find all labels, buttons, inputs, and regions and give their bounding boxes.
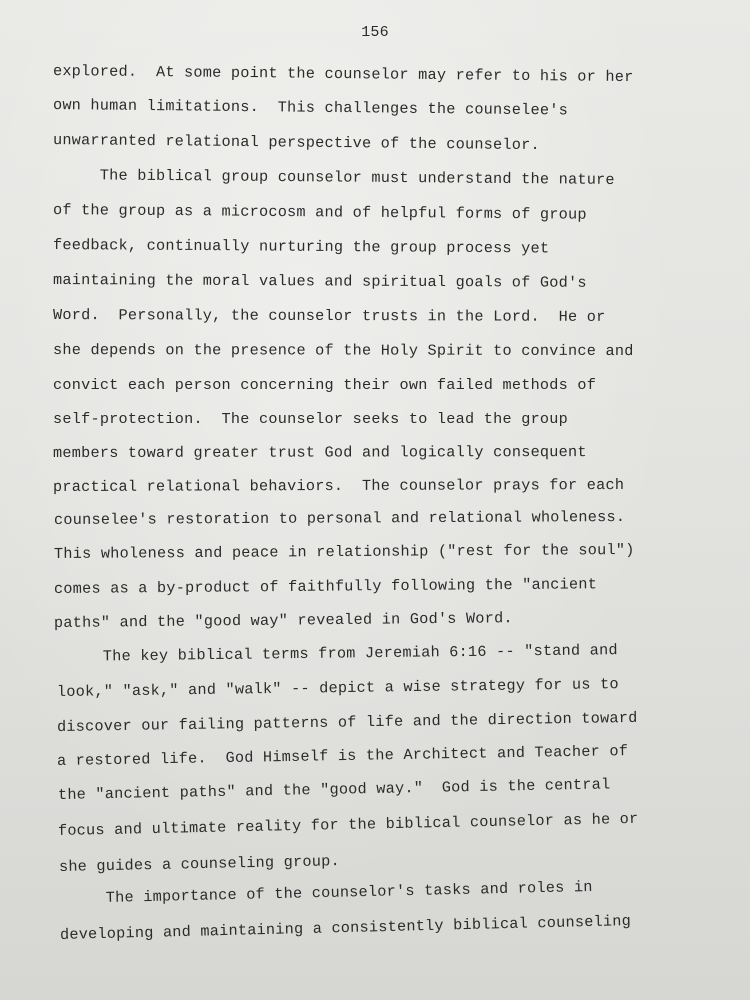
text-line: unwarranted relational perspective of the counselor. (52, 131, 541, 155)
text-line: convict each person concerning their own failed methods of (53, 376, 597, 394)
text-line: practical relational behaviors. The counselor prays for each (52, 476, 625, 496)
text-line: self-protection. The counselor seeks to lead the group (53, 410, 569, 428)
text-line: The key biblical terms from Jeremiah 6:16 -- "stand and (55, 641, 618, 666)
text-line: of the group as a microcosm and of helpful forms of group (52, 201, 587, 224)
text-line: The biblical group counselor must understand the nature (52, 166, 615, 189)
text-line: look," "ask," and "walk" -- depict a wise strategy for us to (56, 675, 619, 701)
text-line: the "ancient paths" and the "good way." God is the central (57, 775, 611, 804)
text-line: she depends on the presence of the Holy Spirit to convince and (52, 341, 634, 361)
text-line: developing and maintaining a consistently biblical counseling (59, 912, 632, 944)
text-line: This wholeness and peace in relationship ("rest for the soul") (53, 540, 635, 563)
text-line: feedback, continually nurturing the group process yet (52, 236, 550, 258)
text-line: comes as a by-product of faithfully following the "ancient (53, 575, 598, 598)
text-line: maintaining the moral values and spiritual goals of God's (52, 271, 587, 292)
text-line: she guides a counseling group. (58, 852, 341, 876)
text-line: focus and ultimate reality for the biblical counselor as he or (57, 809, 639, 840)
text-line: a restored life. God Himself is the Architect and Teacher of (56, 742, 629, 770)
text-line: Word. Personally, the counselor trusts in the Lord. He or (52, 306, 606, 326)
text-line: discover our failing patterns of life and the direction toward (56, 708, 638, 736)
text-line: counselee's restoration to personal and relational wholeness. (53, 508, 626, 529)
text-line: The importance of the counselor's tasks and roles in (58, 877, 593, 908)
text-line: own human limitations. This challenges the counselee's (52, 96, 569, 120)
page-number: 156 (361, 24, 389, 41)
text-line: paths" and the "good way" revealed in God's Word. (53, 609, 513, 632)
text-line: explored. At some point the counselor may refer to his or her (52, 62, 634, 87)
text-line: members toward greater trust God and logically consequent (52, 443, 587, 462)
